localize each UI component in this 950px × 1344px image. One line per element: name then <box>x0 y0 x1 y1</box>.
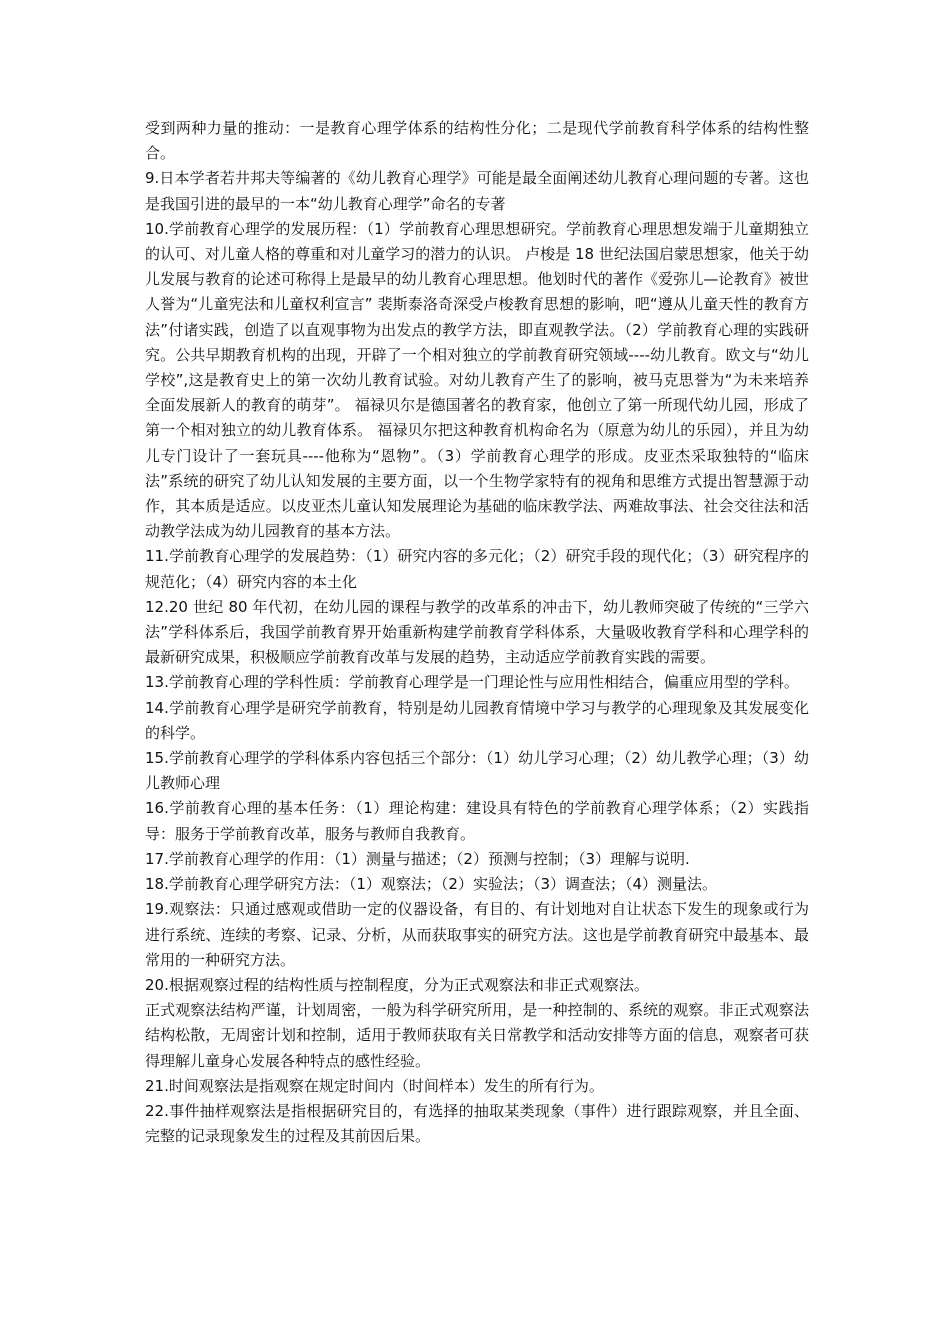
paragraph-item-22: 22.事件抽样观察法是指根据研究目的，有选择的抽取某类现象（事件）进行跟踪观察，并且全面、完整的记录现象发生的过程及其前因后果。 <box>145 1101 809 1146</box>
paragraph-item-18: 18.学前教育心理学研究方法：（1）观察法；（2）实验法；（3）调查法；（4）测量法。 <box>145 875 718 894</box>
paragraph-item-11: 11.学前教育心理学的发展趋势：（1）研究内容的多元化；（2）研究手段的现代化；（3）研究程序的规范化；（4）研究内容的本土化 <box>145 547 809 591</box>
paragraph-formal-observation: 正式观察法结构严谨，计划周密，一般为科学研究所用，是一种控制的、系统的观察。非正式观察法结构松散，无周密计划和控制，适用于教师获取有关日常教学和活动安排等方面的信息，观察者可获得理解儿童身心发展各种特点的感性经验。 <box>145 1001 809 1070</box>
paragraph-item-17: 17.学前教育心理学的作用：（1）测量与描述；（2）预测与控制；（3）理解与说明. <box>145 849 690 868</box>
paragraph-item-9: 9.日本学者若井邦夫等编著的《幼儿教育心理学》可能是最全面阐述幼儿教育心理问题的专著。这也是我国引进的最早的一本“幼儿教育心理学”命名的专著 <box>145 169 809 213</box>
paragraph-item-10: 10.学前教育心理学的发展历程：（1）学前教育心理思想研究。学前教育心理思想发端于儿童期独立的认可、对儿童人格的尊重和对儿童学习的潜力的认识。 卢梭是 18 世纪法国启蒙思想家，他关于幼儿发展与教育的论述可称得上是最早的幼儿教育心理思想。他划时代的著作《爱弥儿—论教育》被世人誉为“儿童宪法和儿童权利宣言” 裴斯泰洛奇深受卢梭教育思想的影响，吧“遵从儿童天性的教育方法”付诸实践，创造了以直观事物为出发点的教学方法，即直观教学法。（2）学前教育心理的实践研究。公共早期教育机构的出现，开辟了一个相对独立的学前教育研究领域----幼儿教育。欧文与“幼儿学校”,这是教育史上的第一次幼儿教育试验。对幼儿教育产生了的影响，被马克思誉为“为未来培养全面发展新人的教育的萌芽”。 福禄贝尔是德国著名的教育家，他创立了第一所现代幼儿园，形成了第一个相对独立的幼儿教育体系。 福禄贝尔把这种教育机构命名为（原意为幼儿的乐园），并且为幼儿专门设计了一套玩具----他称为“恩物”。（3）学前教育心理学的形成。皮亚杰采取独特的“临床法”系统的研究了幼儿认知发展的主要方面，以一个生物学家特有的视角和思维方式提出智慧源于动作，其本质是适应。以皮亚杰儿童认知发展理论为基础的临床教学法、两难故事法、社会交往法和活动教学法成为幼儿园教育的基本方法。 <box>145 219 809 541</box>
paragraph-item-21: 21.时间观察法是指观察在规定时间内（时间样本）发生的所有行为。 <box>145 1076 604 1095</box>
document-page <box>145 116 809 1149</box>
paragraph-item-12: 12.20 世纪 80 年代初，在幼儿园的课程与教学的改革系的冲击下，幼儿教师突破了传统的“三学六法”学科体系后，我国学前教育界开始重新构建学前教育学科体系，大量吸收教育学科和心理学科的最新研究成果，积极顺应学前教育改革与发展的趋势，主动适应学前教育实践的需要。 <box>145 597 809 667</box>
paragraph-item-14: 14.学前教育心理学是研究学前教育，特别是幼儿园教育情境中学习与教学的心理现象及其发展变化的科学。 <box>145 698 809 742</box>
paragraph-item-13: 13.学前教育心理的学科性质：学前教育心理学是一门理论性与应用性相结合，偏重应用型的学科。 <box>145 673 799 692</box>
paragraph-structural-forces: 受到两种力量的推动：一是教育心理学体系的结构性分化；二是现代学前教育科学体系的结构性整合。 <box>145 119 809 163</box>
paragraph-item-20: 20.根据观察过程的结构性质与控制程度，分为正式观察法和非正式观察法。 <box>145 975 649 994</box>
paragraph-item-16: 16.学前教育心理的基本任务：（1）理论构建：建设具有特色的学前教育心理学体系；（2）实践指导：服务于学前教育改革，服务与教师自我教育。 <box>145 799 809 843</box>
paragraph-item-15: 15.学前教育心理学的学科体系内容包括三个部分：（1）幼儿学习心理；（2）幼儿教学心理；（3）幼儿教师心理 <box>145 749 809 793</box>
paragraph-item-19: 19.观察法：只通过感观或借助一定的仪器设备，有目的、有计划地对自让状态下发生的现象或行为进行系统、连续的考察、记录、分析，从而获取事实的研究方法。这也是学前教育研究中最基本、最常用的一种研究方法。 <box>145 900 809 969</box>
